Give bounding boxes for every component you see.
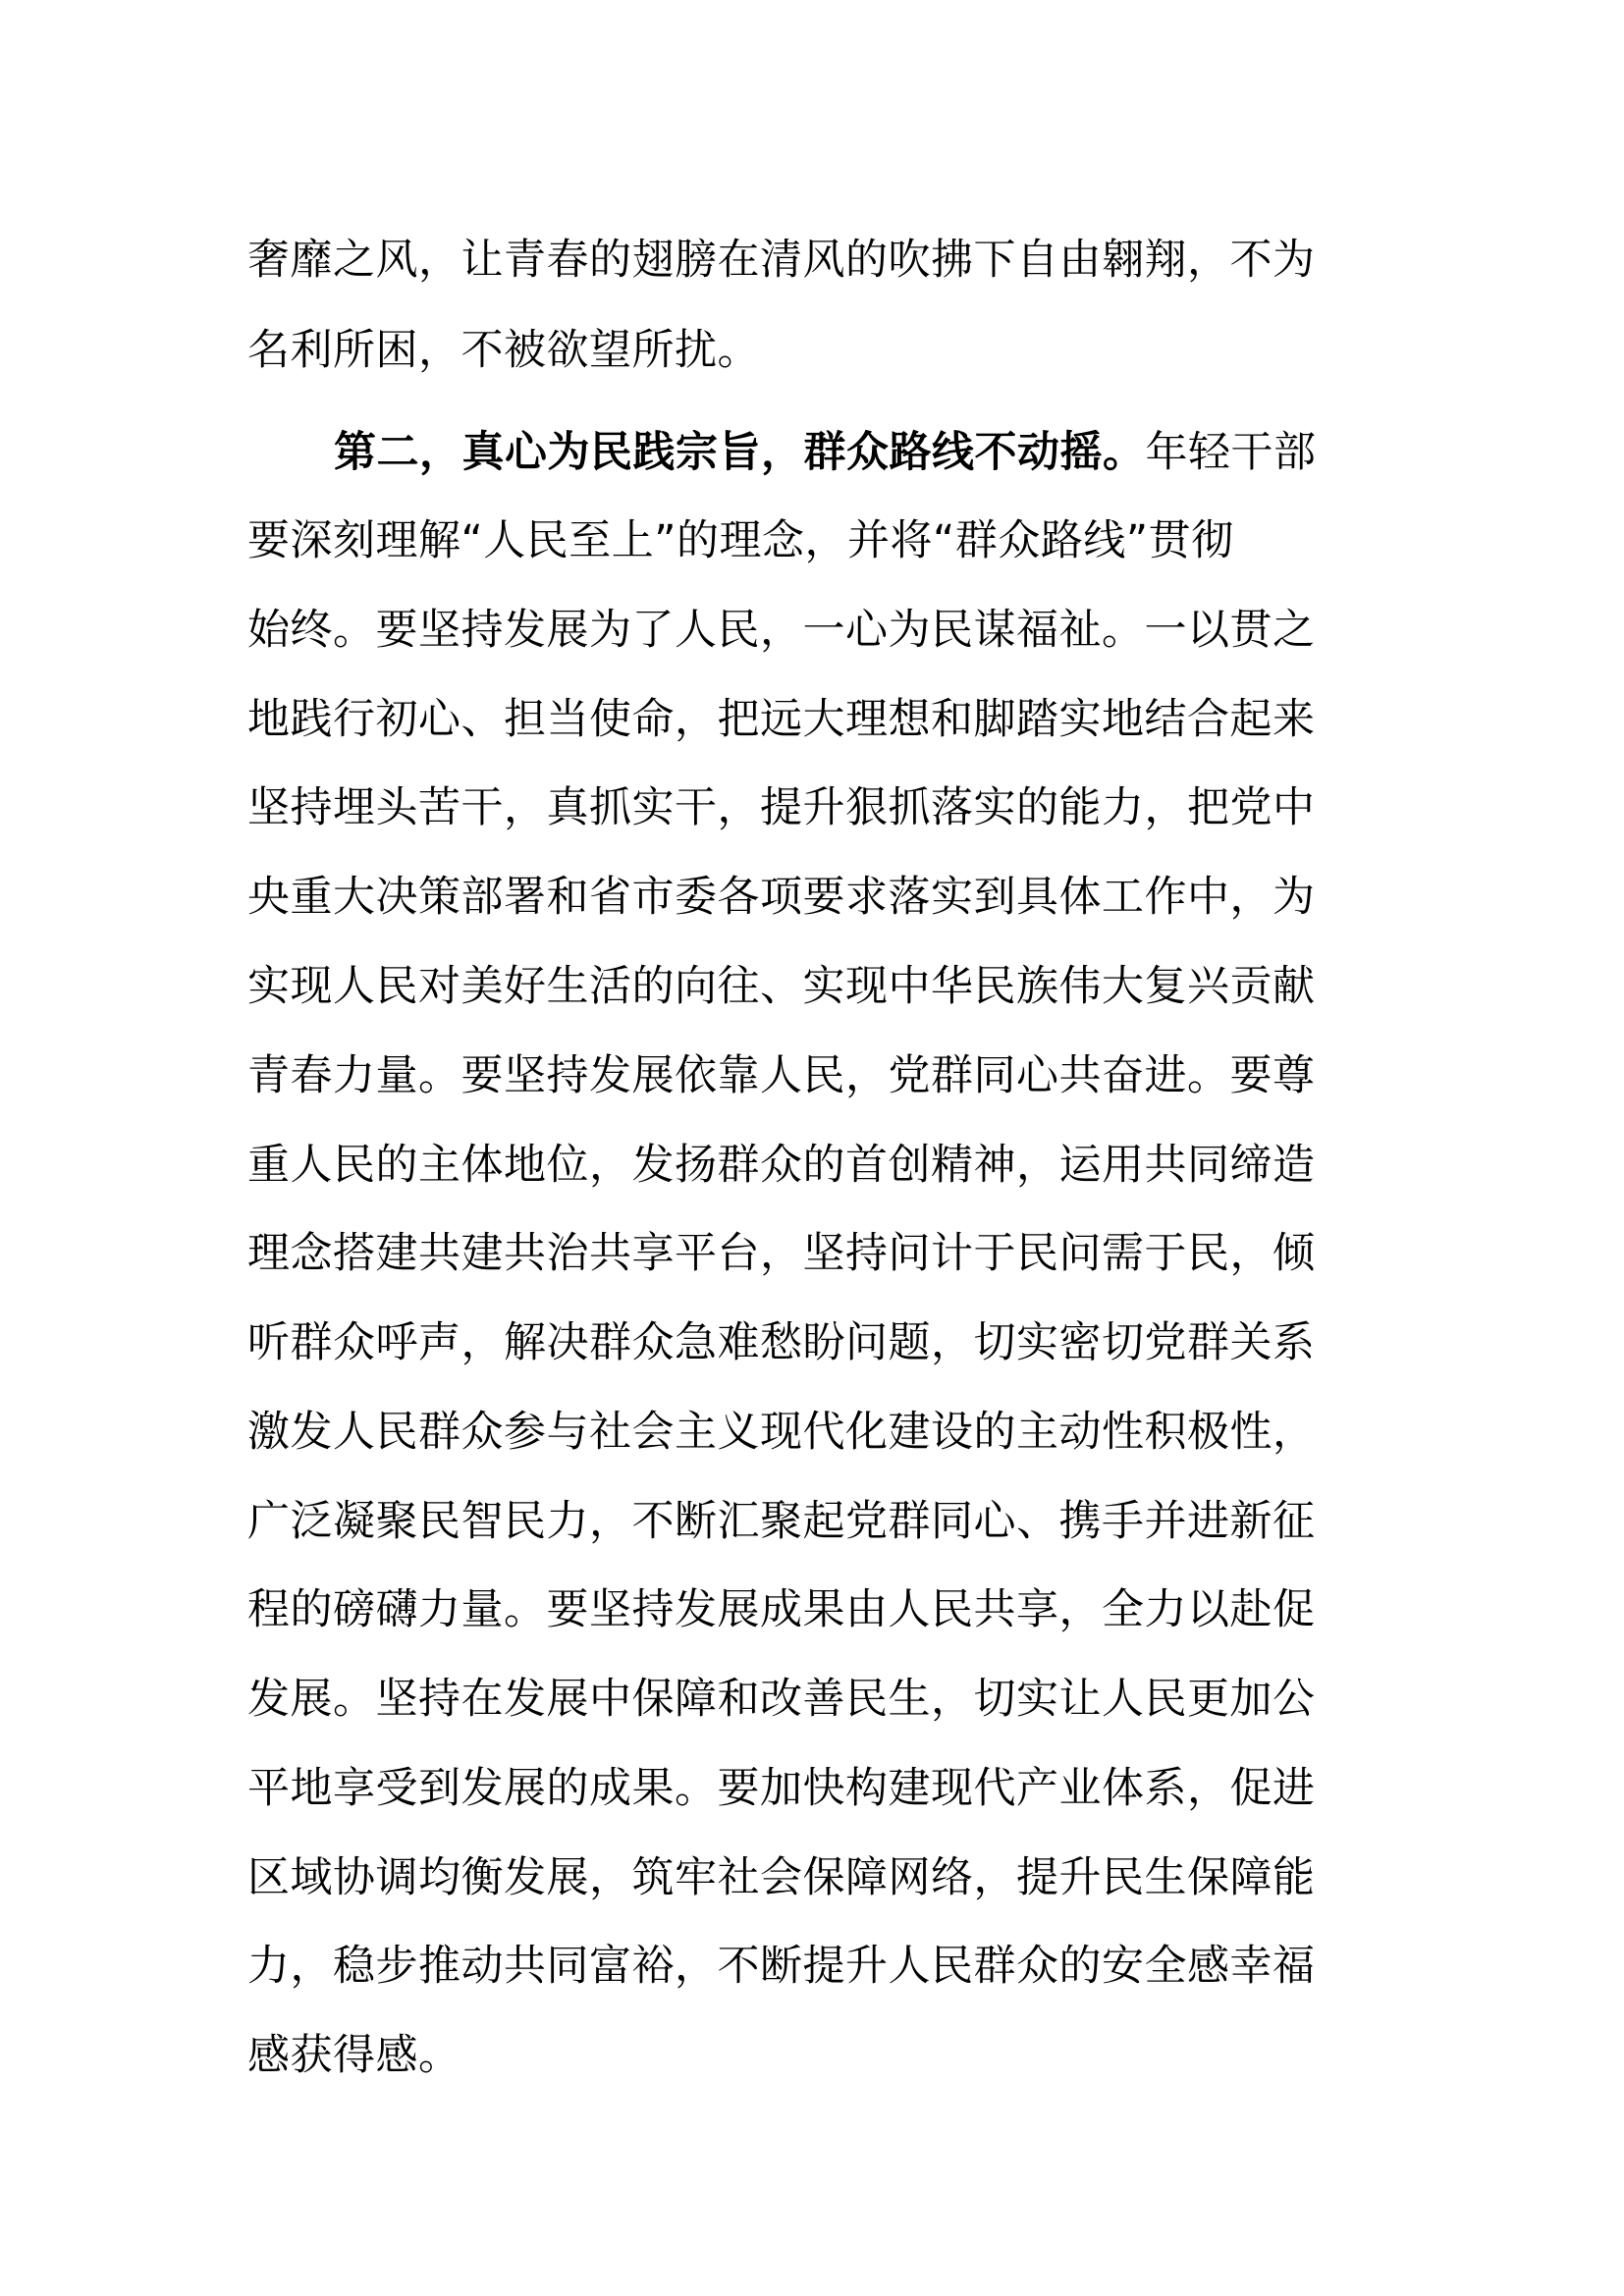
paragraph-line: 平地享受到发展的成果。要加快构建现代产业体系，促进 (247, 1764, 1316, 1813)
paragraph-first-line (334, 428, 1386, 477)
section-heading: 第二，真心为民践宗旨，群众路线不动摇。 (334, 428, 1146, 477)
paragraph-line: 坚持埋头苦干，真抓实干，提升狠抓落实的能力，把党中 (247, 783, 1316, 832)
paragraph-line: 感获得感。 (247, 2031, 461, 2080)
paragraph-line: 力，稳步推动共同富裕，不断提升人民群众的安全感幸福 (247, 1942, 1316, 1991)
paragraph-line: 激发人民群众参与社会主义现代化建设的主动性积极性， (247, 1408, 1316, 1457)
paragraph-line: 广泛凝聚民智民力，不断汇聚起党群同心、携手并进新征 (247, 1497, 1316, 1546)
paragraph-line: 奢靡之风，让青春的翅膀在清风的吹拂下自由翱翔，不为 (247, 236, 1316, 285)
paragraph-line: 地践行初心、担当使命，把远大理想和脚踏实地结合起来 (247, 695, 1316, 744)
paragraph-line: 区域协调均衡发展，筑牢社会保障网络，提升民生保障能 (247, 1853, 1316, 1902)
paragraph-line: 重人民的主体地位，发扬群众的首创精神，运用共同缔造 (247, 1141, 1316, 1190)
paragraph-line: 要深刻理解“人民至上”的理念，并将“群众路线”贯彻 (247, 516, 1234, 565)
paragraph-line: 始终。要坚持发展为了人民，一心为民谋福祉。一以贯之 (247, 606, 1316, 655)
paragraph-line: 理念搭建共建共治共享平台，坚持问计于民问需于民，倾 (247, 1229, 1316, 1278)
paragraph-line: 青春力量。要坚持发展依靠人民，党群同心共奋进。要尊 (247, 1051, 1316, 1100)
paragraph-line: 实现人民对美好生活的向往、实现中华民族伟大复兴贡献 (247, 962, 1316, 1011)
paragraph-line: 名利所困，不被欲望所扰。 (247, 326, 760, 375)
paragraph-line: 程的磅礴力量。要坚持发展成果由人民共享，全力以赴促 (247, 1585, 1316, 1634)
paragraph-text: 年轻干部 (1145, 428, 1317, 477)
paragraph-line: 央重大决策部署和省市委各项要求落实到具体工作中，为 (247, 873, 1316, 922)
paragraph-line: 发展。坚持在发展中保障和改善民生，切实让人民更加公 (247, 1675, 1316, 1724)
paragraph-line: 听群众呼声，解决群众急难愁盼问题，切实密切党群关系 (247, 1318, 1316, 1367)
